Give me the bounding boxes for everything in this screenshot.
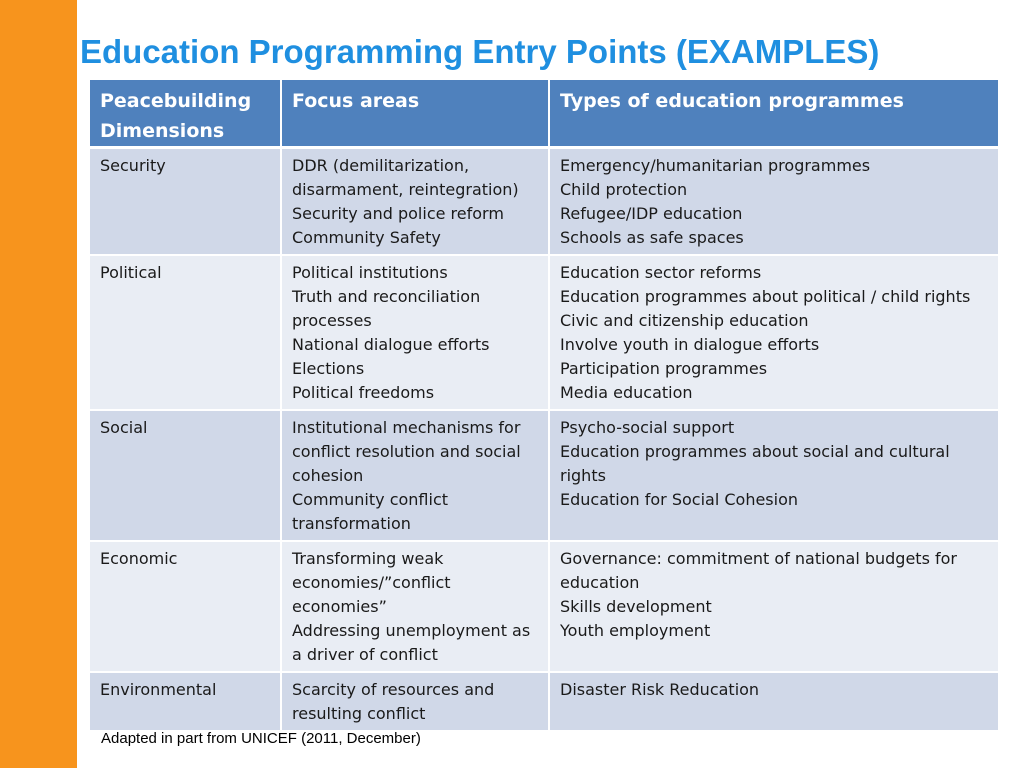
programmes-cell [549,148,998,256]
focus-line: Addressing unemployment as [292,621,531,640]
focus-line: Political institutions [292,263,448,282]
programme-line: education [560,573,640,592]
programmes-cell [549,255,998,410]
programme-line: Education sector reforms [560,263,762,282]
table-row-social [90,410,998,541]
dimension-cell: Environmental [90,672,281,730]
programme-line: Education programmes about political / child rights [560,287,971,306]
focus-cell [281,410,549,541]
focus-line: Scarcity of resources and [292,680,495,699]
programme-line: Education for Social Cohesion [560,490,799,509]
programme-line: Disaster Risk Reducation [560,680,760,699]
header-peacebuilding-dimensions: Peacebuilding Dimensions [90,80,281,148]
table-row-environmental [90,672,998,730]
programme-line: Participation programmes [560,359,768,378]
focus-line: National dialogue efforts [292,335,490,354]
focus-line: resulting conflict [292,704,426,723]
focus-line: Community Safety [292,228,441,247]
focus-line: transformation [292,514,411,533]
programme-line: Governance: commitment of national budgets for [560,549,957,568]
focus-line: DDR (demilitarization, [292,156,470,175]
focus-cell [281,255,549,410]
programme-line: Schools as safe spaces [560,228,744,247]
focus-line: economies/”conflict [292,573,451,592]
focus-line: disarmament, reintegration) [292,180,519,199]
programmes-cell [549,672,998,730]
table-row-economic [90,541,998,672]
source-note: Adapted in part from UNICEF (2011, December) [101,730,421,747]
programme-line: rights [560,466,606,485]
focus-line: Political freedoms [292,383,435,402]
header-education-programmes: Types of education programmes [549,80,998,148]
dimension-cell: Social [90,410,281,541]
focus-line: conflict resolution and social [292,442,521,461]
focus-cell [281,672,549,730]
focus-cell [281,541,549,672]
programme-line: Education programmes about social and cultural [560,442,950,461]
table-row-political [90,255,998,410]
focus-line: Elections [292,359,365,378]
entry-points-table [90,80,998,730]
focus-line: a driver of conflict [292,645,438,664]
focus-line: processes [292,311,372,330]
header-focus-areas: Focus areas [281,80,549,148]
programme-line: Civic and citizenship education [560,311,809,330]
table-header-row [90,80,998,148]
programme-line: Child protection [560,180,688,199]
focus-cell [281,148,549,256]
programmes-cell [549,541,998,672]
programme-line: Emergency/humanitarian programmes [560,156,871,175]
focus-line: economies” [292,597,387,616]
focus-line: Transforming weak [292,549,444,568]
slide-title: Education Programming Entry Points (EXAMPLES) [80,33,880,70]
focus-line: cohesion [292,466,364,485]
focus-line: Truth and reconciliation [292,287,481,306]
focus-line: Institutional mechanisms for [292,418,521,437]
programme-line: Refugee/IDP education [560,204,743,223]
dimension-cell: Political [90,255,281,410]
dimension-cell: Security [90,148,281,256]
programme-line: Involve youth in dialogue efforts [560,335,820,354]
orange-side-bar [0,0,77,768]
programme-line: Psycho-social support [560,418,735,437]
programme-line: Media education [560,383,693,402]
programme-line: Youth employment [560,621,711,640]
programmes-cell [549,410,998,541]
focus-line: Community conflict [292,490,449,509]
table-row-security [90,148,998,256]
focus-line: Security and police reform [292,204,504,223]
programme-line: Skills development [560,597,712,616]
dimension-cell: Economic [90,541,281,672]
